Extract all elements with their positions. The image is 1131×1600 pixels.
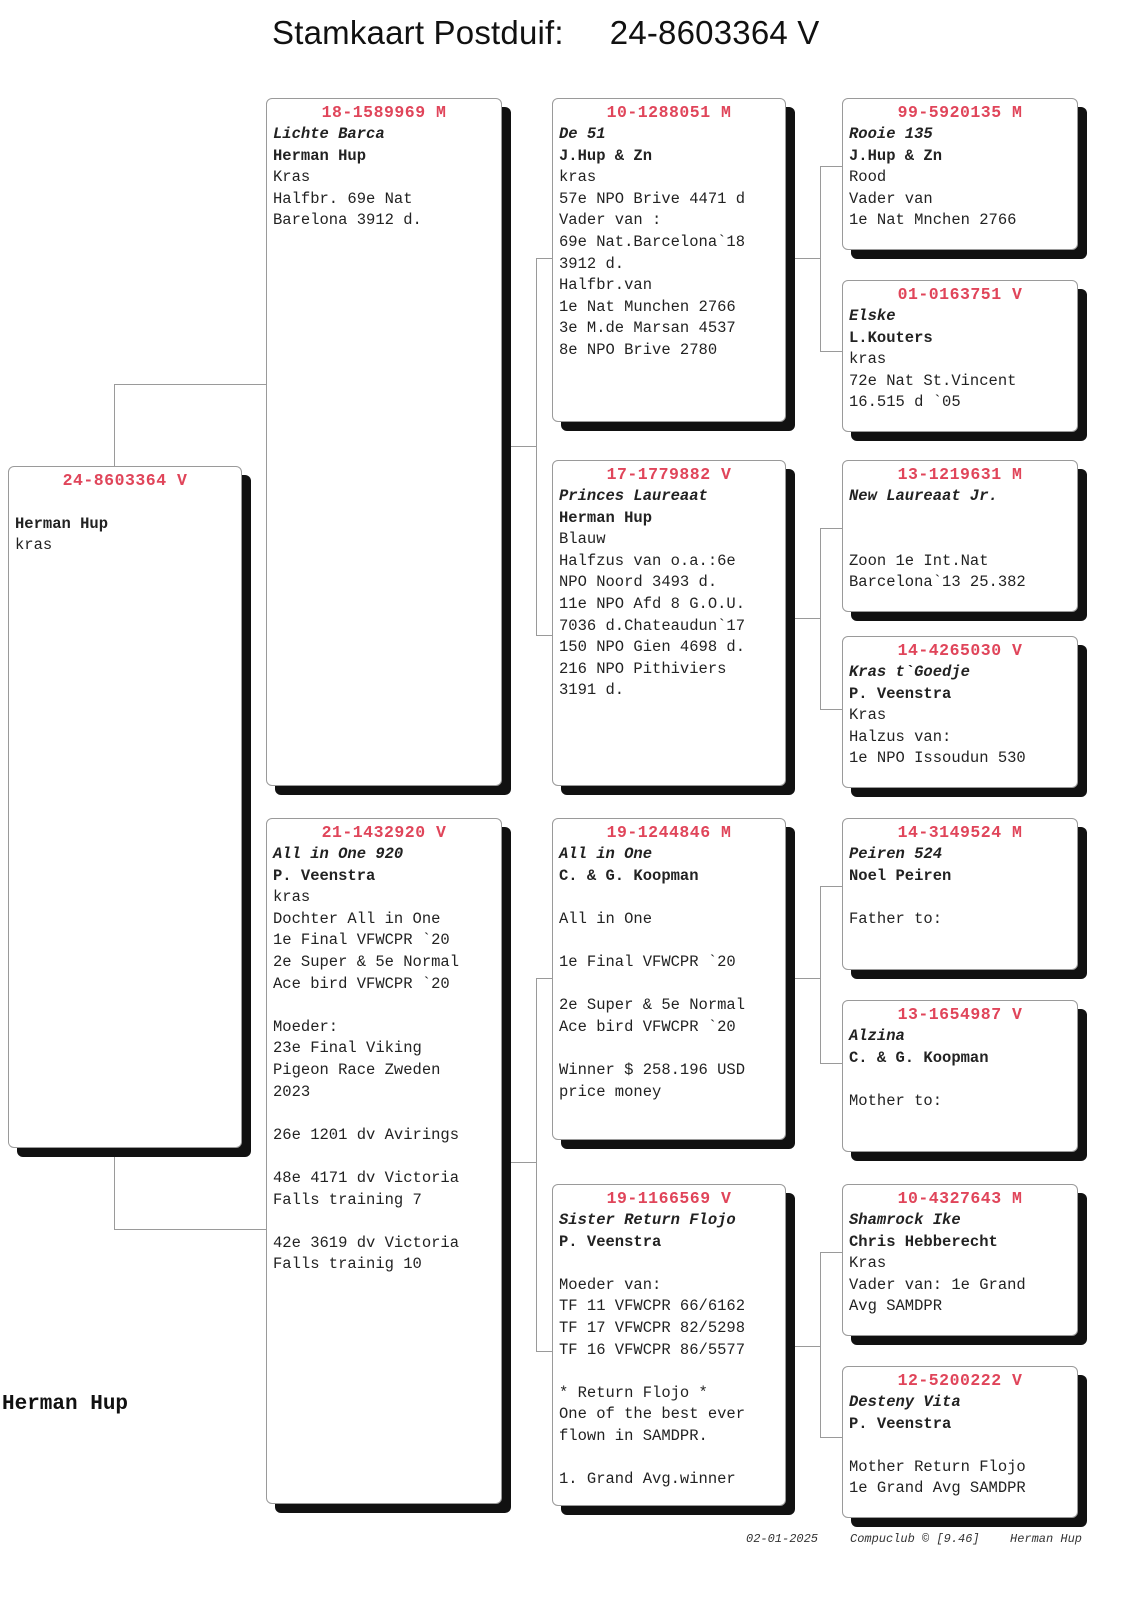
mgm-line: * Return Flojo *: [559, 1383, 708, 1402]
footer-owner: Herman Hup: [1010, 1532, 1083, 1546]
ggp-owner: Chris Hebberecht: [849, 1232, 998, 1251]
mgm-owner: P. Veenstra: [559, 1232, 662, 1251]
print-date: 02-01-2025: [746, 1532, 819, 1546]
mother-line: [273, 1211, 495, 1233]
mgm-name: Sister Return Flojo: [559, 1211, 736, 1229]
ggp-owner: C. & G. Koopman: [849, 1048, 989, 1067]
maternal-grandmother-card: [552, 1184, 786, 1506]
pgm-line: 11e NPO Afd 8 G.O.U.: [559, 594, 746, 613]
ggp-owner: L.Kouters: [849, 328, 933, 347]
pgm-owner: Herman Hup: [559, 508, 653, 527]
mother-line: 26e 1201 dv Avirings: [273, 1125, 460, 1144]
pgf-line: 1e Nat Munchen 2766: [559, 297, 736, 316]
mgf-owner: C. & G. Koopman: [559, 866, 699, 885]
pgf-line: Vader van :: [559, 211, 662, 230]
father-card: [266, 98, 502, 786]
ggp-line: kras: [849, 350, 887, 369]
mgf-line: 2e Super & 5e Normal: [559, 996, 746, 1015]
pgf-line: 3e M.de Marsan 4537: [559, 319, 736, 338]
ggp-mfm-card: [842, 1000, 1078, 1152]
connector-mf-parents: [820, 886, 843, 1064]
ggp-owner: P. Veenstra: [849, 1414, 952, 1433]
father-line: Barelona 3912 d.: [273, 211, 422, 230]
mgf-line: [559, 1038, 779, 1060]
mother-line: [273, 1146, 495, 1168]
ggp-line: 72e Nat St.Vincent: [849, 371, 1017, 390]
ggp-line: 1e Grand Avg SAMDPR: [849, 1479, 1026, 1498]
mgf-line: price money: [559, 1082, 662, 1101]
mgm-line: Moeder van:: [559, 1275, 662, 1294]
mother-line: 2e Super & 5e Normal: [273, 952, 460, 971]
connector-mother-stub: [504, 1162, 536, 1163]
connector-mm-parents: [820, 1252, 843, 1438]
mother-name: All in One 920: [273, 845, 404, 863]
ggp-name: Alzina: [849, 1027, 905, 1045]
ggp-owner: J.Hup & Zn: [849, 146, 943, 165]
ggp-line: 1e Nat Mnchen 2766: [849, 211, 1017, 230]
mgm-ring-number: 19-1166569 V: [606, 1189, 732, 1208]
mgf-line: [559, 930, 779, 952]
ggp-ffm-card: [842, 280, 1078, 432]
pgm-line: 7036 d.Chateaudun`17: [559, 616, 746, 635]
mother-line: kras: [273, 888, 311, 907]
mother-ring-number: 21-1432920 V: [321, 823, 447, 842]
father-name: Lichte Barca: [273, 125, 385, 143]
mgf-line: [559, 974, 779, 996]
mgm-line: TF 11 VFWCPR 66/6162: [559, 1297, 746, 1316]
mgm-line: [559, 1448, 779, 1470]
pgf-line: 57e NPO Brive 4471 d: [559, 189, 746, 208]
ggp-line: Vader van: 1e Grand: [849, 1275, 1026, 1294]
mother-line: Pigeon Race Zweden: [273, 1060, 441, 1079]
ggp-line: 16.515 d `05: [849, 393, 961, 412]
mgm-line: flown in SAMDPR.: [559, 1426, 708, 1445]
pgf-ring-number: 10-1288051 M: [606, 103, 732, 122]
subject-owner: Herman Hup: [15, 514, 109, 533]
pgm-line: Halfzus van o.a.:6e: [559, 551, 736, 570]
ggp-line: Father to:: [849, 909, 943, 928]
mgm-line: TF 17 VFWCPR 82/5298: [559, 1318, 746, 1337]
mother-line: Ace bird VFWCPR `20: [273, 974, 450, 993]
mgm-line: TF 16 VFWCPR 86/5577: [559, 1340, 746, 1359]
ggp-line: [849, 529, 1071, 551]
paternal-grandfather-card: [552, 98, 786, 422]
mother-line: 42e 3619 dv Victoria: [273, 1233, 460, 1252]
ggp-name: New Laureaat Jr.: [849, 487, 998, 505]
ggp-ring-number: 13-1654987 V: [897, 1005, 1023, 1024]
pgf-line: 8e NPO Brive 2780: [559, 340, 718, 359]
ggp-name: Rooie 135: [849, 125, 933, 143]
pgm-line: NPO Noord 3493 d.: [559, 573, 718, 592]
connector-father-stub: [504, 446, 536, 447]
pgm-line: 3191 d.: [559, 681, 625, 700]
mother-line: Moeder:: [273, 1017, 339, 1036]
mgm-line: [559, 1361, 779, 1383]
subject-line: [15, 492, 235, 514]
ggp-mmm-card: [842, 1366, 1078, 1518]
pgf-line: 3912 d.: [559, 254, 625, 273]
connector-mf-stub: [786, 978, 820, 979]
subject-ring-number: 24-8603364 V: [62, 471, 188, 490]
ggp-line: Mother Return Flojo: [849, 1457, 1026, 1476]
ggp-fmm-card: [842, 636, 1078, 788]
mother-line: Falls training 7: [273, 1190, 422, 1209]
father-line: Kras: [273, 168, 311, 187]
pgm-line: 216 NPO Pithiviers: [559, 659, 727, 678]
mother-line: 23e Final Viking: [273, 1039, 422, 1058]
ggp-line: Halzus van:: [849, 727, 952, 746]
connector-father-parents: [536, 258, 553, 636]
software-credit: Compuclub © [9.46]: [850, 1532, 980, 1546]
pgm-name: Princes Laureaat: [559, 487, 708, 505]
ggp-line: Kras: [849, 1254, 887, 1273]
mgf-name: All in One: [559, 845, 653, 863]
pgf-line: 69e Nat.Barcelona`18: [559, 232, 746, 251]
pgf-line: Halfbr.van: [559, 276, 653, 295]
ggp-name: Shamrock Ike: [849, 1211, 961, 1229]
page-title: [272, 14, 820, 52]
connector-mm-stub: [786, 1346, 820, 1347]
ggp-line: [849, 1435, 1071, 1457]
ggp-line: [849, 887, 1071, 909]
mother-line: [273, 1103, 495, 1125]
ggp-owner: P. Veenstra: [849, 684, 952, 703]
connector-fm-stub: [786, 618, 820, 619]
ggp-line: 1e NPO Issoudun 530: [849, 749, 1026, 768]
pgf-owner: J.Hup & Zn: [559, 146, 653, 165]
ggp-name: Elske: [849, 307, 896, 325]
title-ring-number: 24-8603364 V: [609, 14, 820, 51]
ggp-ring-number: 14-4265030 V: [897, 641, 1023, 660]
ggp-ring-number: 99-5920135 M: [897, 103, 1023, 122]
ggp-name: Desteny Vita: [849, 1393, 961, 1411]
mgm-line: [559, 1253, 779, 1275]
pgf-name: De 51: [559, 125, 606, 143]
ggp-ring-number: 14-3149524 M: [897, 823, 1023, 842]
pgm-line: 150 NPO Gien 4698 d.: [559, 638, 746, 657]
connector-ff-parents: [820, 166, 843, 352]
mother-line: 48e 4171 dv Victoria: [273, 1168, 460, 1187]
connector-fm-parents: [820, 528, 843, 710]
ggp-line: [849, 1069, 1071, 1091]
ggp-mmf-card: [842, 1184, 1078, 1336]
mother-card: [266, 818, 502, 1504]
mgf-line: Winner $ 258.196 USD: [559, 1060, 746, 1079]
ggp-owner: [849, 508, 1071, 530]
mgf-line: Ace bird VFWCPR `20: [559, 1017, 736, 1036]
ggp-name: Kras t`Goedje: [849, 663, 970, 681]
mother-line: 1e Final VFWCPR `20: [273, 931, 450, 950]
mgm-line: 1. Grand Avg.winner: [559, 1470, 736, 1489]
ggp-ring-number: 13-1219631 M: [897, 465, 1023, 484]
ggp-line: Avg SAMDPR: [849, 1297, 943, 1316]
connector-ff-stub: [786, 258, 820, 259]
pgm-ring-number: 17-1779882 V: [606, 465, 732, 484]
ggp-line: Kras: [849, 706, 887, 725]
ggp-line: Mother to:: [849, 1091, 943, 1110]
subject-line: kras: [15, 536, 53, 555]
ggp-ring-number: 10-4327643 M: [897, 1189, 1023, 1208]
mgf-ring-number: 19-1244846 M: [606, 823, 732, 842]
pgf-line: kras: [559, 168, 597, 187]
maternal-grandfather-card: [552, 818, 786, 1140]
mgf-line: [559, 887, 779, 909]
mother-line: [273, 995, 495, 1017]
title-label: Stamkaart Postduif:: [272, 14, 564, 51]
subject-pigeon-card: [8, 466, 242, 1148]
ggp-line: Zoon 1e Int.Nat: [849, 551, 989, 570]
father-owner: Herman Hup: [273, 146, 367, 165]
ggp-ring-number: 12-5200222 V: [897, 1371, 1023, 1390]
mgf-line: All in One: [559, 909, 653, 928]
mgf-line: 1e Final VFWCPR `20: [559, 952, 736, 971]
ggp-line: Vader van: [849, 189, 933, 208]
ggp-mff-card: [842, 818, 1078, 970]
mgm-line: One of the best ever: [559, 1405, 746, 1424]
breeder-name: Herman Hup: [2, 1393, 129, 1416]
mother-line: Dochter All in One: [273, 909, 441, 928]
paternal-grandmother-card: [552, 460, 786, 786]
ggp-name: Peiren 524: [849, 845, 943, 863]
pgm-line: Blauw: [559, 530, 606, 549]
ggp-line: Rood: [849, 168, 887, 187]
father-line: Halfbr. 69e Nat: [273, 189, 413, 208]
mother-line: 2023: [273, 1082, 311, 1101]
connector-mother-parents: [536, 978, 553, 1352]
ggp-owner: Noel Peiren: [849, 866, 952, 885]
ggp-fmf-card: [842, 460, 1078, 612]
mother-owner: P. Veenstra: [273, 866, 376, 885]
ggp-line: Barcelona`13 25.382: [849, 573, 1026, 592]
ggp-fff-card: [842, 98, 1078, 250]
father-ring-number: 18-1589969 M: [321, 103, 447, 122]
ggp-ring-number: 01-0163751 V: [897, 285, 1023, 304]
mother-line: Falls trainig 10: [273, 1255, 422, 1274]
